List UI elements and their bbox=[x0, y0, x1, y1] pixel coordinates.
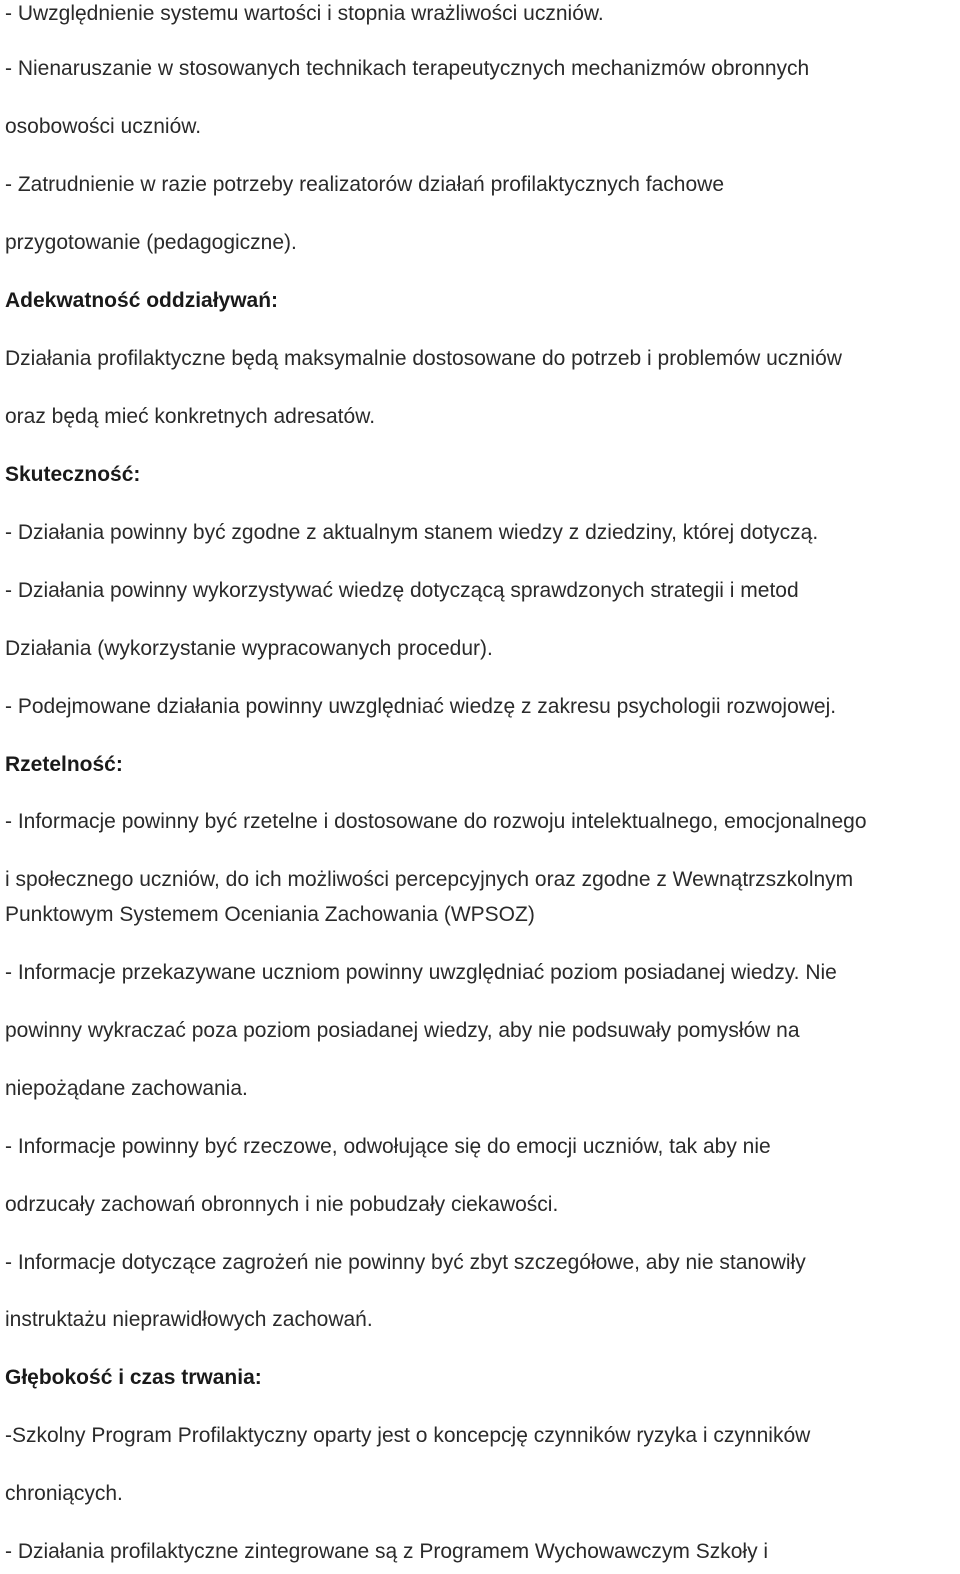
text-line: przygotowanie (pedagogiczne). bbox=[5, 231, 297, 254]
text-line: - Podejmowane działania powinny uwzględniać wiedzę z zakresu psychologii rozwojowej. bbox=[5, 695, 837, 718]
text-line: powinny wykraczać poza poziom posiadanej wiedzy, aby nie podsuwały pomysłów na bbox=[5, 1019, 800, 1042]
text-line: - Działania profilaktyczne zintegrowane są z Programem Wychowawczym Szkoły i bbox=[5, 1540, 769, 1563]
text-line: Działania profilaktyczne będą maksymalnie dostosowane do potrzeb i problemów uczniów bbox=[5, 347, 842, 370]
text-line: - Informacje powinny być rzeczowe, odwołujące się do emocji uczniów, tak aby nie bbox=[5, 1135, 771, 1158]
section-heading-rzetelnosc: Rzetelność: bbox=[5, 753, 123, 776]
text-line: - Uwzględnienie systemu wartości i stopnia wrażliwości uczniów. bbox=[5, 2, 604, 25]
text-line: osobowości uczniów. bbox=[5, 115, 202, 138]
text-line: - Nienaruszanie w stosowanych technikach terapeutycznych mechanizmów obronnych bbox=[5, 57, 810, 80]
text-line: instruktażu nieprawidłowych zachowań. bbox=[5, 1308, 373, 1331]
section-heading-adekwatnosc: Adekwatność oddziaływań: bbox=[5, 289, 279, 312]
text-line: - Informacje przekazywane uczniom powinny uwzględniać poziom posiadanej wiedzy. Nie bbox=[5, 961, 837, 984]
section-heading-glebokosc: Głębokość i czas trwania: bbox=[5, 1366, 262, 1389]
text-line: - Zatrudnienie w razie potrzeby realizatorów działań profilaktycznych fachowe bbox=[5, 173, 725, 196]
text-line: - Działania powinny być zgodne z aktualnym stanem wiedzy z dziedziny, której dotyczą. bbox=[5, 521, 819, 544]
text-line: niepożądane zachowania. bbox=[5, 1077, 248, 1100]
text-line: Punktowym Systemem Oceniania Zachowania (WPSOZ) bbox=[5, 903, 535, 926]
text-line: chroniących. bbox=[5, 1482, 123, 1505]
text-line: i społecznego uczniów, do ich możliwości percepcyjnych oraz zgodne z Wewnątrzszkolnym bbox=[5, 868, 854, 891]
text-line: - Informacje powinny być rzetelne i dostosowane do rozwoju intelektualnego, emocjonalnego bbox=[5, 810, 867, 833]
text-line: - Informacje dotyczące zagrożeń nie powinny być zbyt szczegółowe, aby nie stanowiły bbox=[5, 1251, 806, 1274]
text-line: oraz będą mieć konkretnych adresatów. bbox=[5, 405, 376, 428]
text-line: Działania (wykorzystanie wypracowanych procedur). bbox=[5, 637, 493, 660]
text-line: - Działania powinny wykorzystywać wiedzę dotyczącą sprawdzonych strategii i metod bbox=[5, 579, 799, 602]
text-line: -Szkolny Program Profilaktyczny oparty jest o koncepcję czynników ryzyka i czynników bbox=[5, 1424, 811, 1447]
text-line: odrzucały zachowań obronnych i nie pobudzały ciekawości. bbox=[5, 1193, 559, 1216]
section-heading-skutecznosc: Skuteczność: bbox=[5, 463, 141, 486]
